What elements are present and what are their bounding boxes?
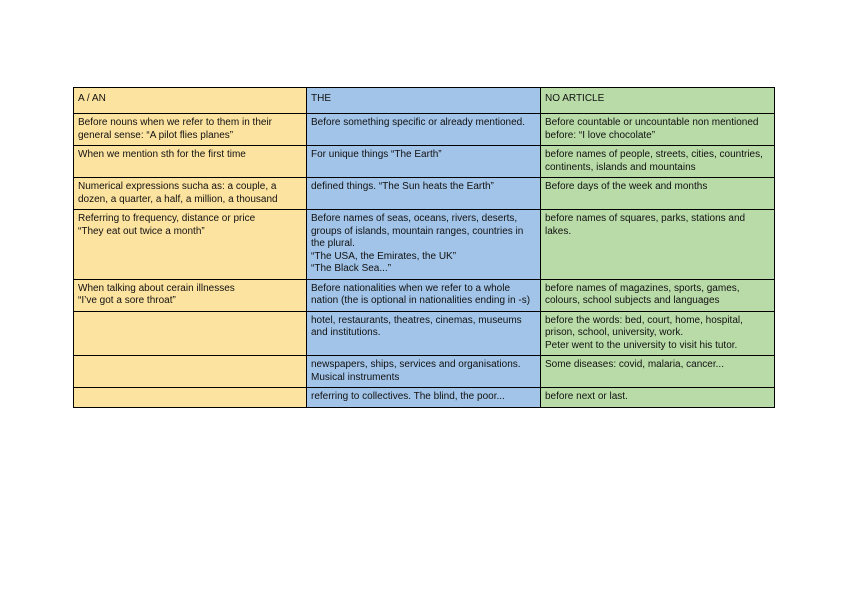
cell-the: Before names of seas, oceans, rivers, deserts, groups of islands, mountain ranges, countries in the plural. “The USA, the Emirates, the UK” “The Black Sea...” [307, 210, 541, 280]
cell-no-article: before names of squares, parks, stations and lakes. [541, 210, 775, 280]
cell-a-an [74, 311, 307, 356]
cell-no-article: Before countable or uncountable non mentioned before: “I love chocolate” [541, 114, 775, 146]
cell-no-article: Some diseases: covid, malaria, cancer... [541, 356, 775, 388]
cell-a-an [74, 388, 307, 408]
table-row [74, 356, 775, 388]
cell-no-article: Before days of the week and months [541, 178, 775, 210]
table-header-row [74, 88, 775, 114]
cell-the: For unique things “The Earth” [307, 146, 541, 178]
table-row [74, 114, 775, 146]
table-row [74, 388, 775, 408]
table-row [74, 210, 775, 280]
cell-the: hotel, restaurants, theatres, cinemas, museums and institutions. [307, 311, 541, 356]
table-row [74, 311, 775, 356]
articles-table [73, 87, 775, 408]
cell-the: Before something specific or already mentioned. [307, 114, 541, 146]
cell-a-an [74, 356, 307, 388]
cell-a-an: Referring to frequency, distance or price “They eat out twice a month” [74, 210, 307, 280]
cell-no-article: before the words: bed, court, home, hospital, prison, school, university, work. Peter went to the university to visit his tutor. [541, 311, 775, 356]
cell-a-an: When we mention sth for the first time [74, 146, 307, 178]
cell-no-article: before names of people, streets, cities, countries, continents, islands and mountains [541, 146, 775, 178]
cell-a-an: When talking about cerain illnesses “I’ve got a sore throat” [74, 279, 307, 311]
cell-the: defined things. “The Sun heats the Earth” [307, 178, 541, 210]
cell-no-article: before next or last. [541, 388, 775, 408]
cell-the: Before nationalities when we refer to a whole nation (the is optional in nationalities ending in -s) [307, 279, 541, 311]
cell-the: referring to collectives. The blind, the poor... [307, 388, 541, 408]
articles-table-body [74, 88, 775, 408]
cell-a-an: Before nouns when we refer to them in their general sense: “A pilot flies planes” [74, 114, 307, 146]
cell-the: newspapers, ships, services and organisations. Musical instruments [307, 356, 541, 388]
table-row [74, 178, 775, 210]
header-a-an: A / AN [74, 88, 307, 114]
header-no-article: NO ARTICLE [541, 88, 775, 114]
header-the: THE [307, 88, 541, 114]
cell-no-article: before names of magazines, sports, games, colours, school subjects and languages [541, 279, 775, 311]
table-row [74, 146, 775, 178]
table-row [74, 279, 775, 311]
cell-a-an: Numerical expressions sucha as: a couple, a dozen, a quarter, a half, a million, a thousand [74, 178, 307, 210]
